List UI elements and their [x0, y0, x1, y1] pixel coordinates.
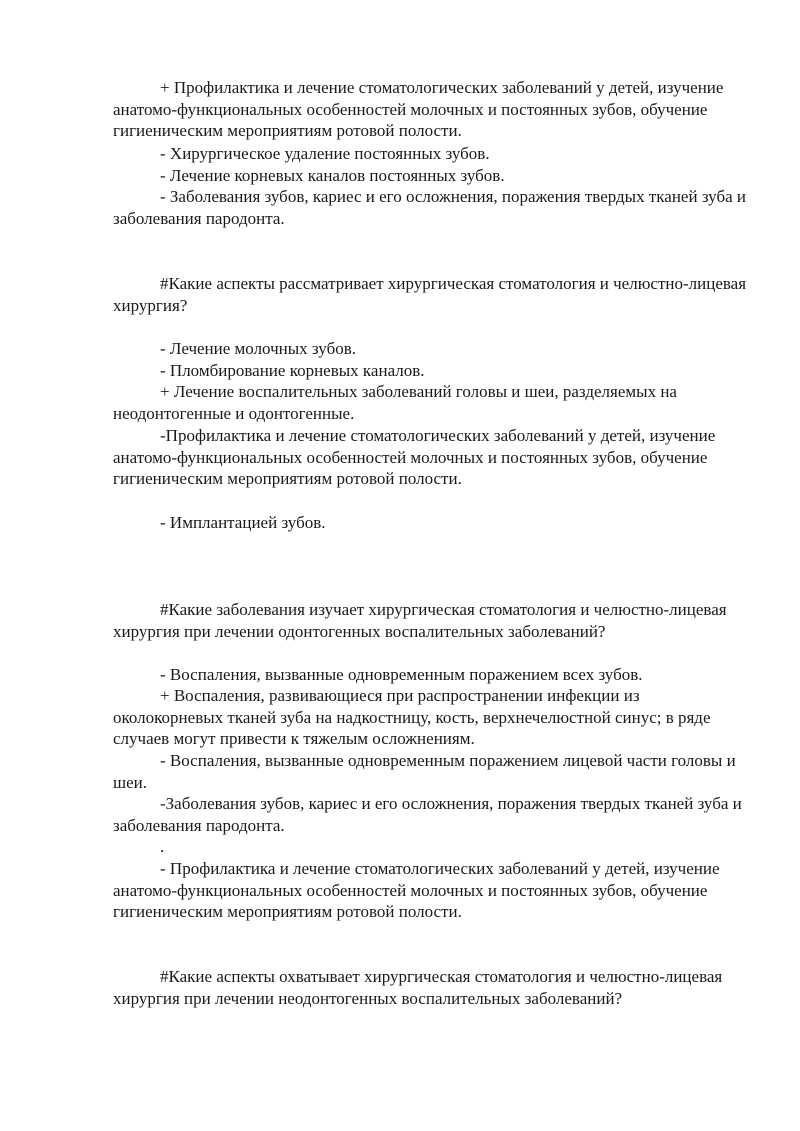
- question-heading: #Какие аспекты охватывает хирургическая стоматология и челюстно-лицевая хирургия при лечении неодонтогенных воспалительных заболеваний?: [113, 967, 723, 1008]
- answer-option: - Имплантацией зубов.: [160, 513, 326, 532]
- answer-option: - Воспаления, вызванные одновременным поражением лицевой части головы и шеи.: [113, 751, 736, 792]
- answer-option: -Заболевания зубов, кариес и его осложнения, поражения твердых тканей зуба и заболевания пародонта.: [113, 794, 742, 835]
- answer-option: - Лечение молочных зубов.: [160, 339, 356, 358]
- answer-option: - Хирургическое удаление постоянных зубов.: [160, 144, 490, 163]
- answer-option: + Лечение воспалительных заболеваний головы и шеи, разделяемых на неодонтогенные и одонтогенные.: [113, 382, 677, 423]
- answer-option: - Лечение корневых каналов постоянных зубов.: [160, 166, 505, 185]
- answer-option: - Воспаления, вызванные одновременным поражением всех зубов.: [160, 665, 643, 684]
- answer-option: -Профилактика и лечение стоматологических заболеваний у детей, изучение анатомо-функциональных особенностей молочных и постоянных зубов, обучение гигиеническим мероприятиям ротовой полости.: [113, 426, 716, 489]
- question-heading: #Какие аспекты рассматривает хирургическая стоматология и челюстно-лицевая хирургия?: [113, 274, 747, 315]
- separator-dot: .: [160, 837, 165, 856]
- answer-option: + Воспаления, развивающиеся при распространении инфекции из околокорневых тканей зуба на надкостницу, кость, верхнечелюстной синус; в ряде случаев могут привести к тяжелым осложнениям.: [113, 686, 711, 749]
- answer-option: - Заболевания зубов, кариес и его осложнения, поражения твердых тканей зуба и заболевания пародонта.: [113, 187, 747, 228]
- answer-option: + Профилактика и лечение стоматологических заболеваний у детей, изучение анатомо-функциональных особенностей молочных и постоянных зубов, обучение гигиеническим мероприятиям ротовой полости.: [113, 78, 724, 141]
- answer-option: - Профилактика и лечение стоматологических заболеваний у детей, изучение анатомо-функциональных особенностей молочных и постоянных зубов, обучение гигиеническим мероприятиям ротовой полости.: [113, 859, 720, 922]
- question-heading: #Какие заболевания изучает хирургическая стоматология и челюстно-лицевая хирургия при лечении одонтогенных воспалительных заболеваний?: [113, 600, 727, 641]
- answer-option: - Пломбирование корневых каналов.: [160, 361, 425, 380]
